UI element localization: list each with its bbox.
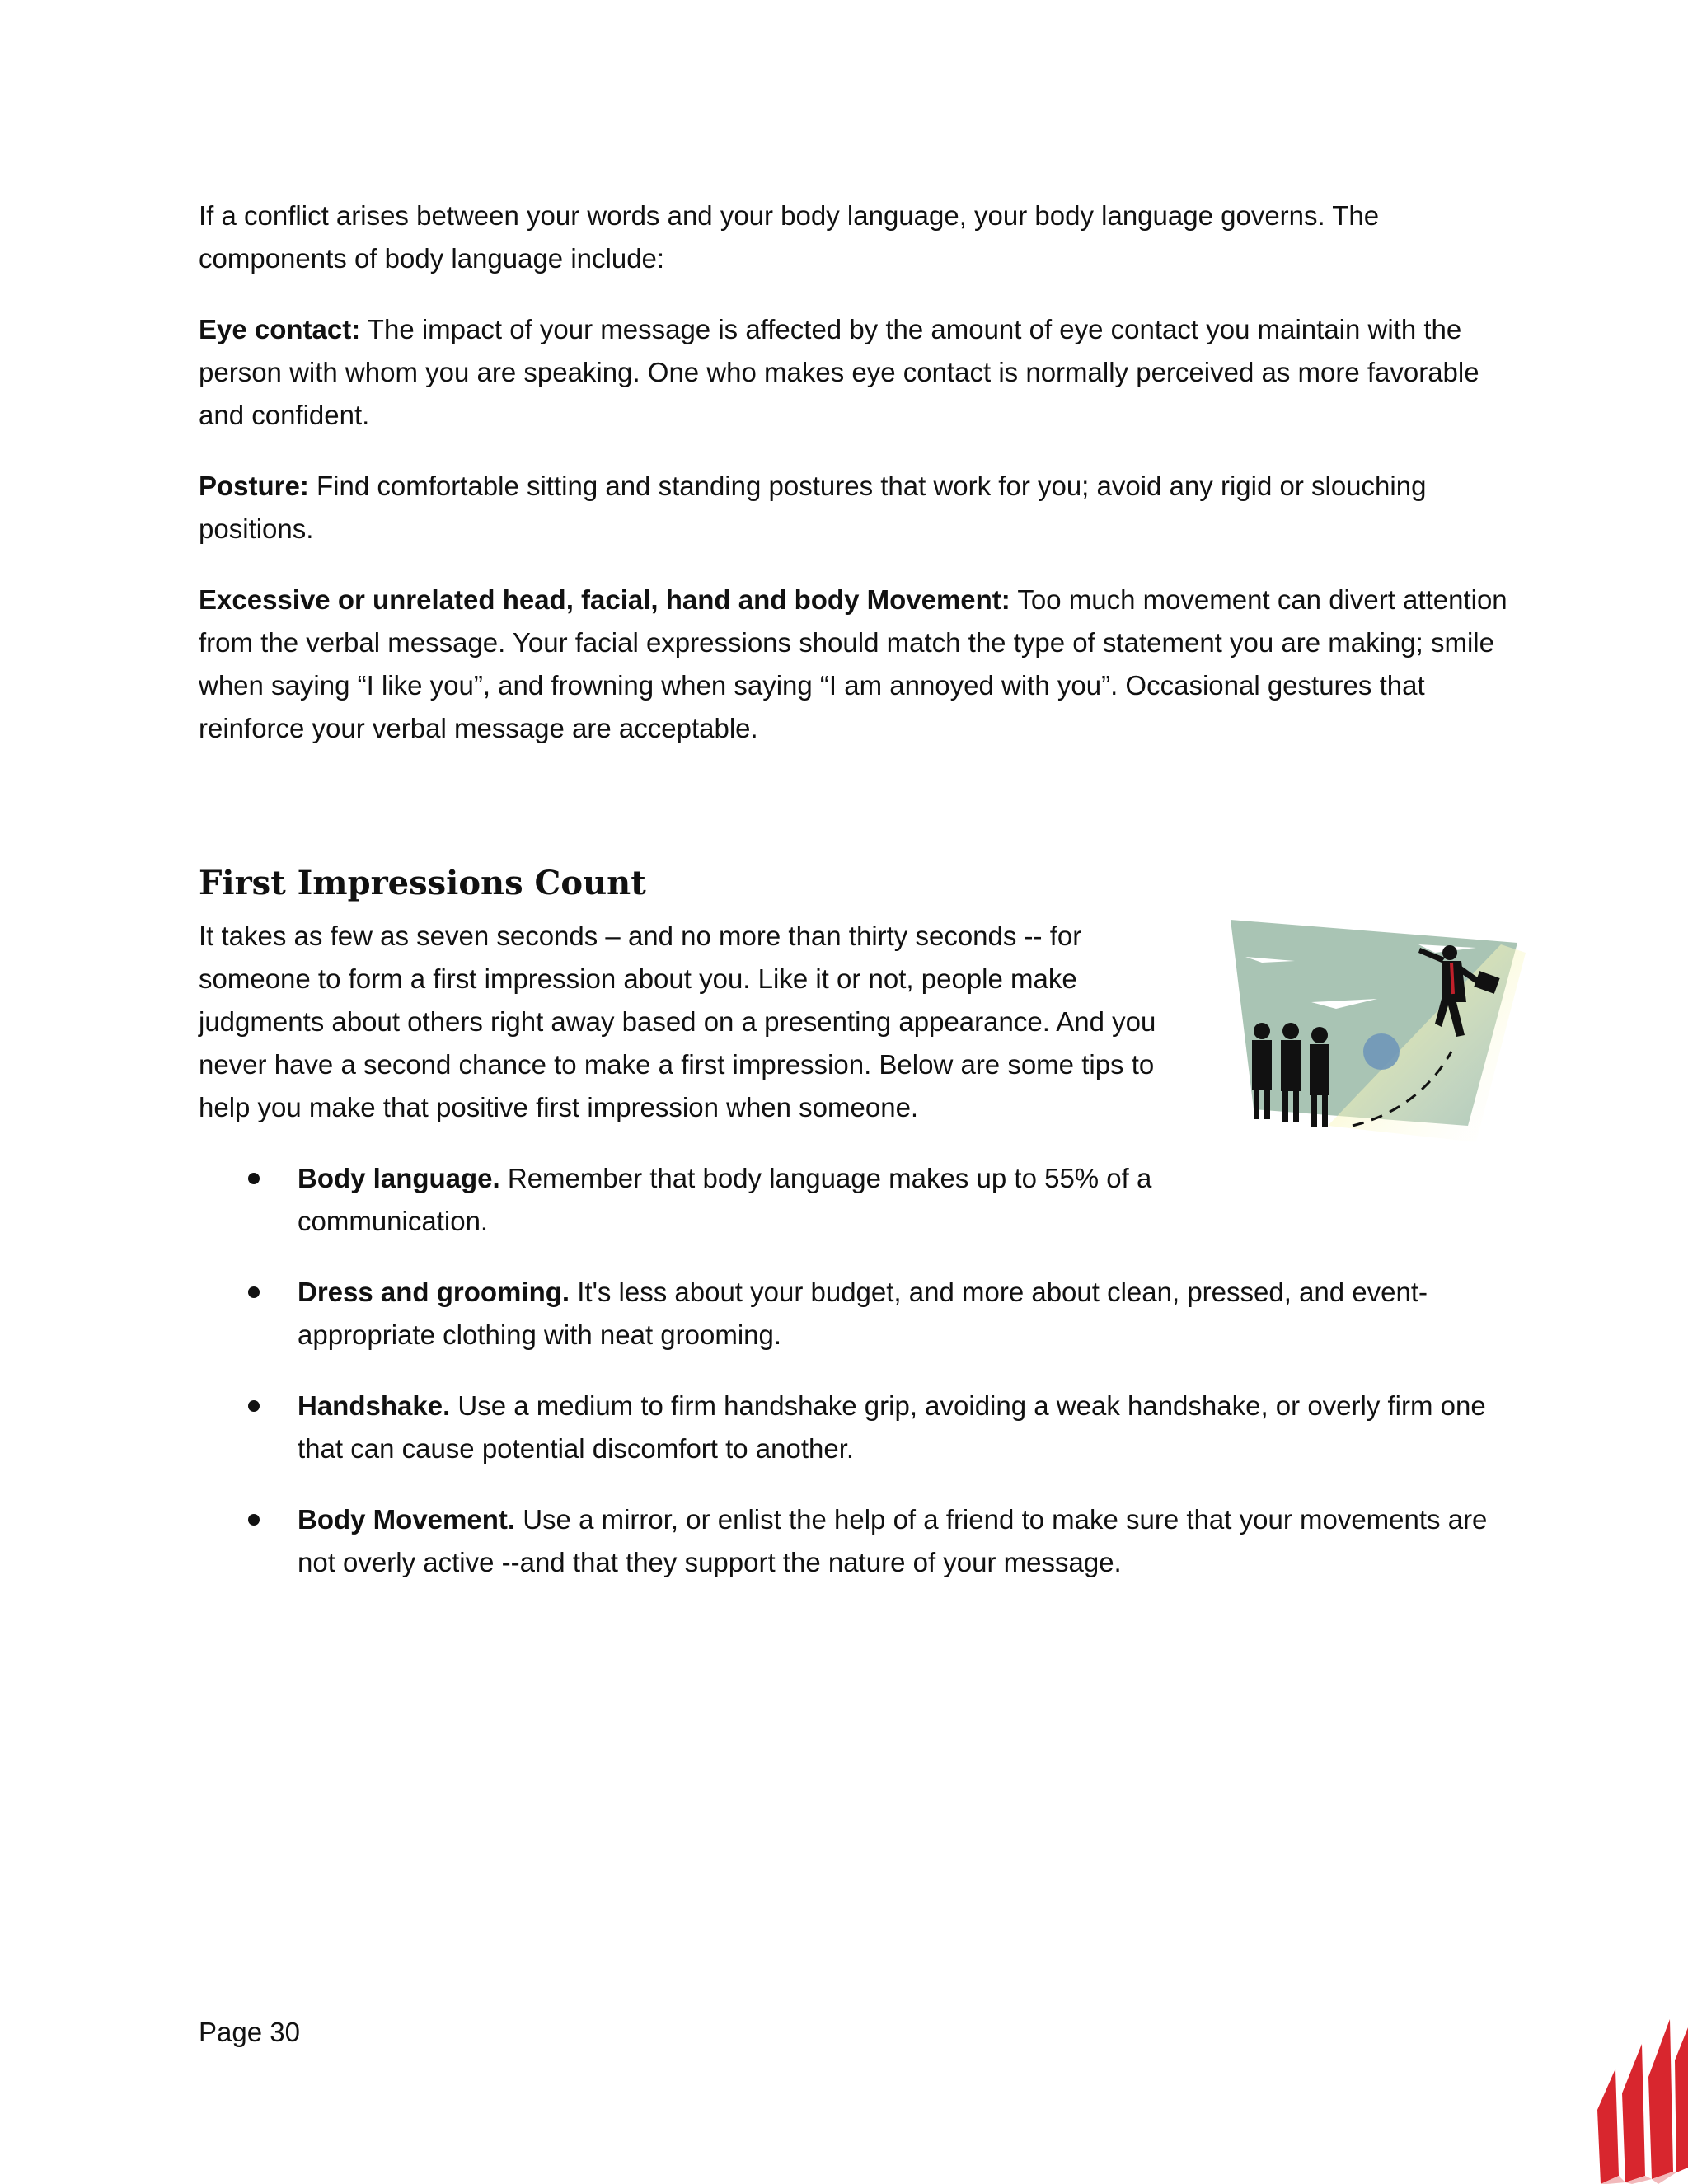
component-term: Excessive or unrelated head, facial, hand and body Movement: <box>199 584 1010 615</box>
tip-text: It's less about your budget, and more about clean, pressed, and event-appropriate clothing with neat grooming. <box>298 1277 1428 1350</box>
component-text: Too much movement can divert attention from the verbal message. Your facial expressions should match the type of statement you are making; smile when saying “I like you”, and frowning when saying “I am annoyed with you”. Occasional gestures that reinforce your verbal message are acceptable. <box>199 584 1507 743</box>
bullet-icon <box>248 1400 260 1412</box>
section-paragraph-text: It takes as few as seven seconds – and no more than thirty seconds -- for someone to form a first impression about you. Like it or not, people make judgments about others right away based on a presenting appearance. And you never have a second chance to make a first impression. Below are some tips to help you make that positive first impression when someone. <box>199 921 1156 1122</box>
tip-term: Body Movement. <box>298 1504 516 1535</box>
component-term: Eye contact: <box>199 314 361 344</box>
list-item <box>199 1271 1509 1357</box>
tip-term: Handshake. <box>298 1390 451 1421</box>
list-item <box>199 1385 1509 1470</box>
component-movement <box>199 579 1509 750</box>
tip-term: Body language. <box>298 1163 500 1193</box>
tips-list <box>199 1157 1509 1584</box>
tip-text: Remember that body language makes up to 55% of a communication. <box>298 1163 1152 1236</box>
section-heading: First Impressions Count <box>199 864 646 902</box>
tip-text: Use a mirror, or enlist the help of a friend to make sure that your movements are not overly active --and that they support the nature of your message. <box>298 1504 1488 1577</box>
component-eye-contact <box>199 308 1509 437</box>
page-content <box>199 194 1509 1612</box>
red-books-logo-icon <box>1582 2011 1688 2184</box>
component-posture <box>199 465 1509 551</box>
list-item <box>199 1498 1509 1584</box>
bullet-icon <box>248 1173 260 1184</box>
bullet-icon <box>248 1286 260 1298</box>
tip-term: Dress and grooming. <box>298 1277 570 1307</box>
section-spacer <box>199 778 1509 860</box>
component-term: Posture: <box>199 471 309 501</box>
list-item <box>199 1157 1509 1243</box>
page-number: Page 30 <box>199 2017 300 2047</box>
component-text: Find comfortable sitting and standing postures that work for you; avoid any rigid or slouching positions. <box>199 471 1427 544</box>
section-paragraph <box>199 915 1509 1129</box>
bullet-icon <box>248 1514 260 1526</box>
businessmen-leaping-clipart-icon <box>1229 920 1526 1151</box>
intro-paragraph: If a conflict arises between your words and your body language, your body language governs. The components of body language include: <box>199 200 1380 274</box>
tip-text: Use a medium to firm handshake grip, avoiding a weak handshake, or overly firm one that can cause potential discomfort to another. <box>298 1390 1486 1464</box>
component-text: The impact of your message is affected by the amount of eye contact you maintain with the person with whom you are speaking. One who makes eye contact is normally perceived as more favorable and confident. <box>199 314 1479 430</box>
